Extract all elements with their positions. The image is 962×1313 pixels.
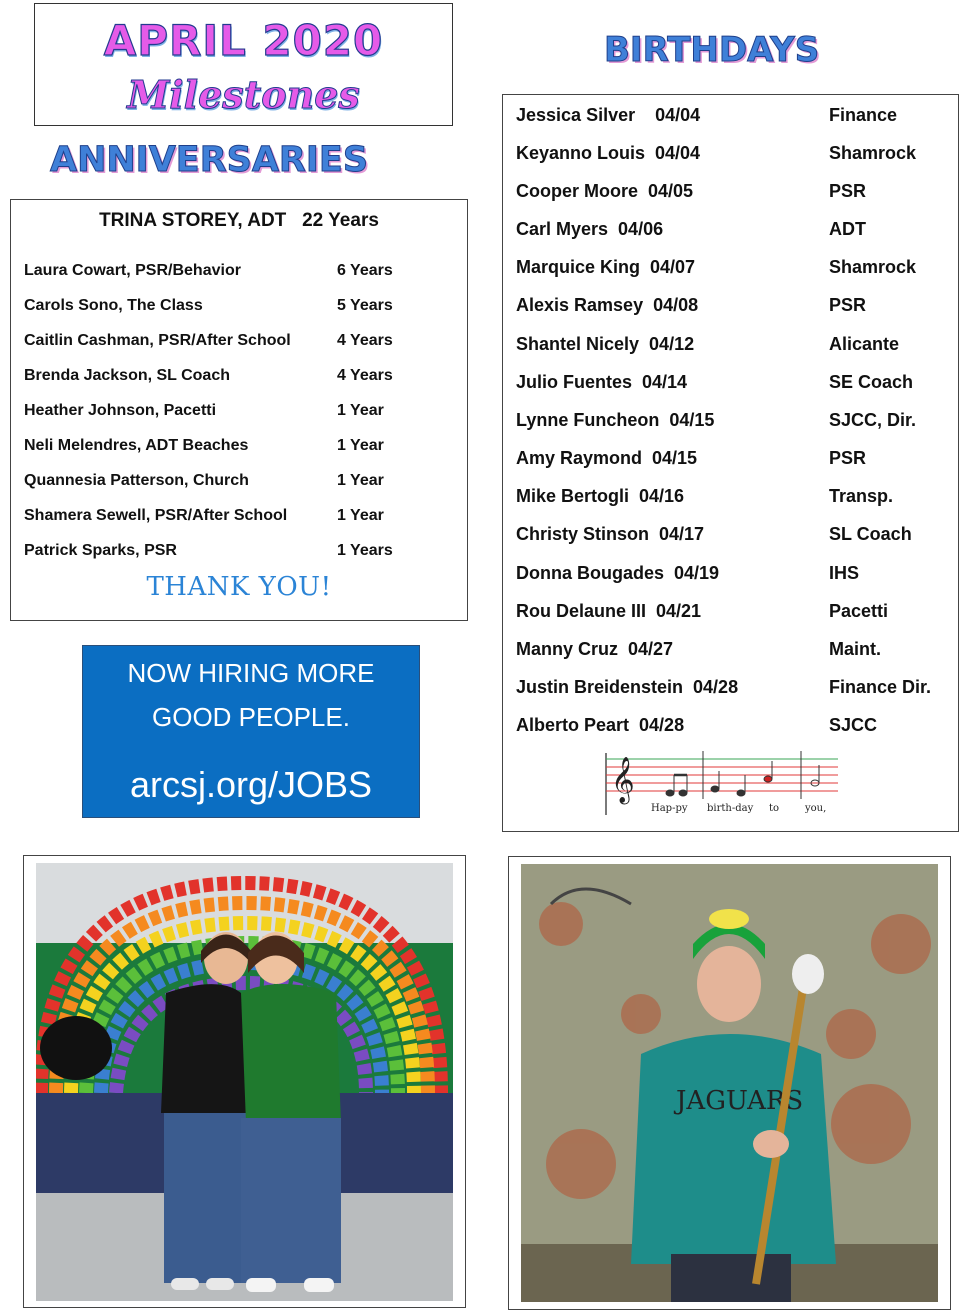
anniversary-name: Brenda Jackson, SL Coach [24, 367, 230, 384]
birthday-dept: SJCC [829, 715, 878, 735]
birthday-name: Donna Bougades 04/19 [516, 563, 720, 583]
birthday-name: Marquice King 04/07 [516, 257, 696, 277]
birthday-dept: PSR [829, 181, 867, 201]
birthday-name: Manny Cruz 04/27 [516, 639, 674, 659]
list-item [516, 105, 946, 141]
lyric-4: you, [805, 803, 827, 814]
birthday-name: Christy Stinson 04/17 [516, 524, 705, 544]
birthday-dept: Pacetti [829, 601, 889, 621]
anniversary-name: Carols Sono, The Class [24, 297, 203, 314]
jobs-link[interactable]: arcsj.org/JOBS [129, 764, 373, 805]
lyric-3: to [769, 803, 780, 814]
photo-gardening [508, 856, 951, 1310]
list-item [516, 181, 946, 217]
anniversary-name: Quannesia Patterson, Church [24, 472, 249, 489]
birthday-name: Carl Myers 04/06 [516, 219, 664, 239]
photo-rainbow-image [36, 863, 453, 1301]
featured-anniversary: TRINA STOREY, ADT 22 Years [99, 210, 379, 231]
treble-clef-icon: 𝄞 [611, 757, 635, 803]
anniversary-name: Caitlin Cashman, PSR/After School [24, 332, 291, 349]
anniversary-years: 5 Years [337, 297, 393, 314]
anniversary-name: Heather Johnson, Pacetti [24, 402, 217, 419]
newsletter-title: APRIL 2020 [103, 16, 384, 65]
birthday-name: Mike Bertogli 04/16 [516, 486, 685, 506]
thank-you-text: THANK YOU! [146, 572, 332, 602]
birthday-name: Alexis Ramsey 04/08 [516, 295, 699, 315]
birthday-dept: Finance [829, 105, 898, 125]
list-item [516, 639, 946, 675]
lyric-1: Hap-py [651, 803, 688, 814]
list-item [516, 410, 946, 446]
hiring-line-2: GOOD PEOPLE. [152, 702, 350, 732]
birthdays-box [502, 94, 959, 832]
title-box [34, 3, 453, 126]
list-item [24, 472, 454, 507]
birthday-name: Amy Raymond 04/15 [516, 448, 698, 468]
birthday-name: Rou Delaune III 04/21 [516, 601, 702, 621]
anniversary-name: Neli Melendres, ADT Beaches [24, 437, 249, 454]
birthday-name: Alberto Peart 04/28 [516, 715, 685, 735]
anniversary-years: 1 Year [337, 437, 384, 454]
anniversary-years: 1 Year [337, 402, 384, 419]
list-item [24, 297, 454, 332]
birthday-name: Julio Fuentes 04/14 [516, 372, 688, 392]
birthday-dept: Alicante [829, 334, 900, 354]
hiring-banner[interactable] [82, 645, 420, 818]
list-item [516, 524, 946, 560]
birthday-name: Lynne Funcheon 04/15 [516, 410, 715, 430]
list-item [516, 257, 946, 293]
birthday-dept: PSR [829, 295, 867, 315]
list-item [516, 677, 946, 713]
list-item [516, 143, 946, 179]
anniversary-years: 4 Years [337, 367, 393, 384]
list-item [516, 372, 946, 408]
birthday-dept: PSR [829, 448, 867, 468]
birthday-name: Shantel Nicely 04/12 [516, 334, 695, 354]
photo-rainbow-pair [23, 855, 466, 1308]
birthday-dept: SE Coach [829, 372, 914, 392]
birthday-dept: Transp. [829, 486, 894, 506]
birthday-dept: SJCC, Dir. [829, 410, 917, 430]
birthday-name: Cooper Moore 04/05 [516, 181, 694, 201]
anniversary-years: 1 Year [337, 507, 384, 524]
list-item [24, 262, 454, 297]
list-item [516, 334, 946, 370]
hiring-line-1: NOW HIRING MORE [127, 658, 375, 688]
anniversaries-box [10, 199, 468, 621]
anniversary-name: Shamera Sewell, PSR/After School [24, 507, 288, 524]
birthday-dept: ADT [829, 219, 866, 239]
anniversary-years: 6 Years [337, 262, 393, 279]
list-item [516, 295, 946, 331]
photo-gardening-image [521, 864, 938, 1302]
jersey-lettering: JAGUARS [676, 1086, 804, 1116]
birthday-dept: Maint. [829, 639, 881, 659]
anniversary-years: 4 Years [337, 332, 393, 349]
anniversary-years: 1 Years [337, 542, 393, 559]
birthdays-heading: BIRTHDAYS [604, 30, 820, 70]
list-item [516, 715, 946, 751]
list-item [24, 367, 454, 402]
anniversaries-heading: ANNIVERSARIES [50, 140, 369, 180]
birthday-name: Keyanno Louis 04/04 [516, 143, 701, 163]
list-item [24, 402, 454, 437]
birthday-dept: Finance Dir. [829, 677, 932, 697]
birthday-name: Jessica Silver 04/04 [516, 105, 701, 125]
birthday-dept: SL Coach [829, 524, 912, 544]
newsletter-subtitle: Milestones [127, 72, 360, 117]
birthday-dept: Shamrock [829, 143, 917, 163]
anniversary-name: Laura Cowart, PSR/Behavior [24, 262, 241, 279]
anniversary-years: 1 Year [337, 472, 384, 489]
list-item [24, 332, 454, 367]
anniversary-name: Patrick Sparks, PSR [24, 542, 177, 559]
list-item [516, 219, 946, 255]
music-staff-illustration [603, 749, 843, 821]
list-item [516, 601, 946, 637]
birthday-dept: IHS [829, 563, 860, 583]
lyric-2: birth-day [707, 803, 754, 814]
list-item [516, 563, 946, 599]
list-item [516, 448, 946, 484]
birthday-dept: Shamrock [829, 257, 917, 277]
list-item [24, 437, 454, 472]
list-item [24, 507, 454, 542]
list-item [516, 486, 946, 522]
birthday-name: Justin Breidenstein 04/28 [516, 677, 739, 697]
